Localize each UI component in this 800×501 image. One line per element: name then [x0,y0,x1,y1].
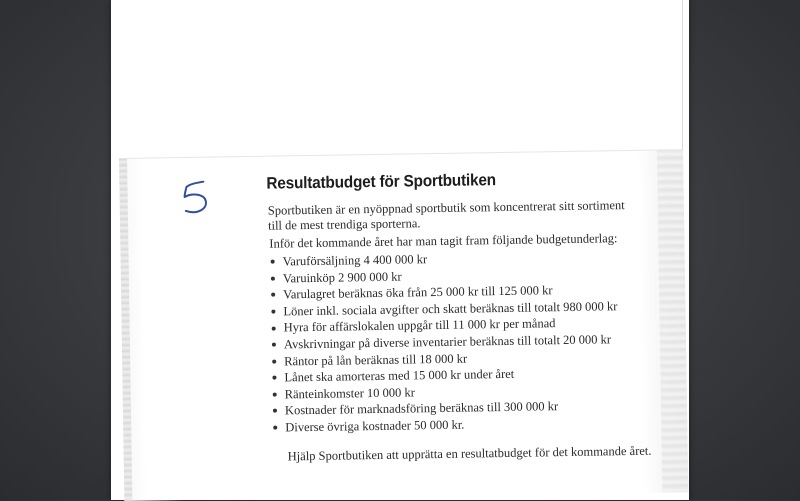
bullet-icon [272,376,276,380]
bullet-icon [271,260,275,264]
bullet-icon [271,293,275,297]
handwritten-number-5 [179,178,214,219]
bullet-icon [273,409,277,413]
budget-items-list [271,248,620,436]
document-title: Resultatbudget för Sportbutiken [266,171,497,193]
list-item-text: Löner inkl. sociala avgifter och skatt beräknas till totalt 980 000 kr [283,298,618,319]
intro-paragraph: Sportbutiken är en nyöppnad sportbutik som koncentrerat sitt sortiment till de mest trendiga sporterna. [267,198,625,233]
list-item-text: Ränteinkomster 10 000 kr [284,385,416,402]
bullet-icon [271,309,275,313]
scanned-sheet [119,149,688,501]
scan-shadow-right [657,150,688,492]
scan-shadow-left [119,159,132,501]
bullet-icon [272,359,276,363]
list-item-text: Varuförsäljning 4 400 000 kr [282,252,428,269]
list-item-text: Avskrivningar på diverse inventarier beräknas till totalt 20 000 kr [283,332,612,352]
list-item-text: Varuinköp 2 900 000 kr [282,269,402,286]
list-item-text: Kostnader för marknadsföring beräknas till 300 000 kr [284,399,559,418]
list-item-text: Varulagret beräknas öka från 25 000 kr till 125 000 kr [283,283,553,302]
closing-sentence: Hjälp Sportbutiken att upprätta en resultatbudget för det kommande året. [287,443,652,464]
lead-sentence: Inför det kommande året har man tagit fram följande budgetunderlag: [269,231,618,251]
list-item-text: Räntor på lån beräknas till 18 000 kr [284,351,468,368]
list-item-text: Hyra för affärslokalen uppgår till 11 000 kr per månad [283,316,556,335]
bullet-icon [271,276,275,280]
page-edge [682,0,683,160]
list-item-text: Lånet ska amorteras med 15 000 kr under året [284,366,515,385]
document-page [111,0,689,500]
bullet-icon [273,392,277,396]
bullet-icon [272,343,276,347]
bullet-icon [273,426,277,430]
bullet-icon [272,326,276,330]
list-item-text: Diverse övriga kostnader 50 000 kr. [285,417,465,435]
